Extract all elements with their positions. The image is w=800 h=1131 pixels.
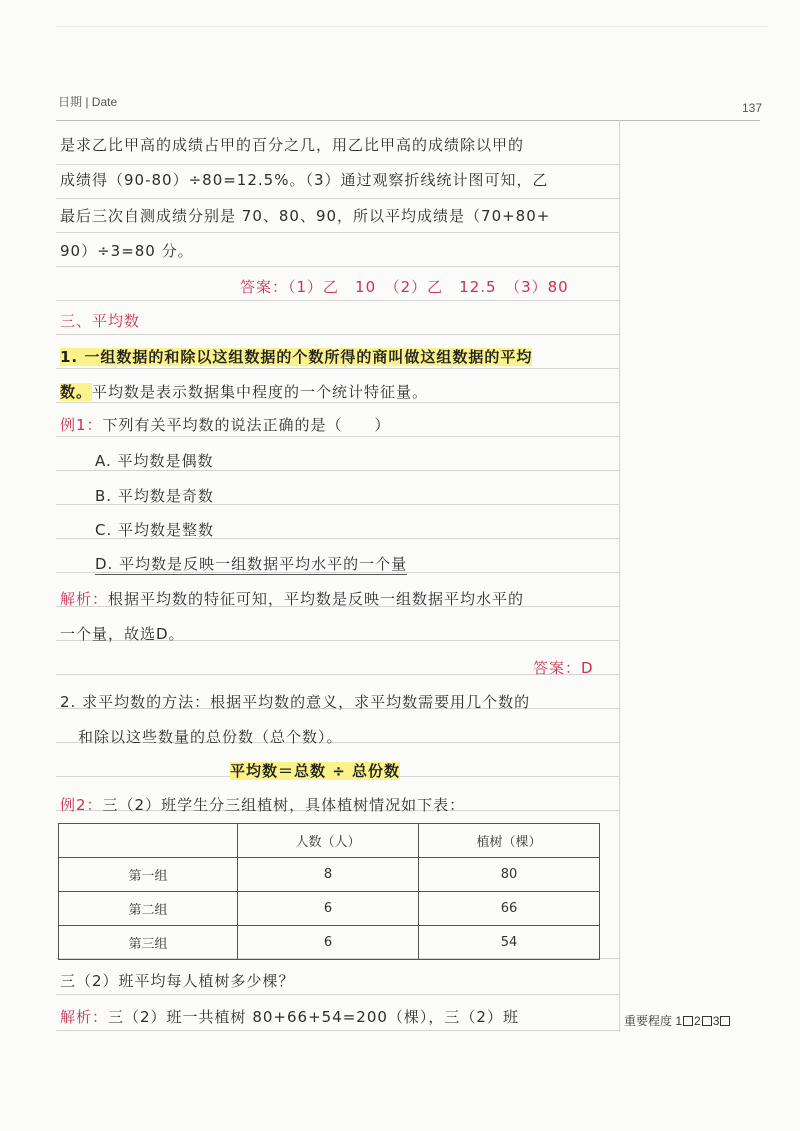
- formula: [230, 760, 400, 781]
- ruled-line: [56, 164, 620, 165]
- table-cell: 第三组: [59, 926, 238, 960]
- importance-level: 1: [675, 1014, 683, 1028]
- text-line: 成绩得（90-80）÷80=12.5%。（3）通过观察折线统计图可知，乙: [60, 171, 549, 189]
- importance-level: 3: [712, 1014, 720, 1028]
- answer-line: 答案：D: [533, 659, 594, 677]
- ruled-line: [56, 994, 620, 995]
- example-text: 下列有关平均数的说法正确的是（ ）: [102, 416, 391, 434]
- table-cell: 80: [419, 858, 600, 892]
- checkbox-icon[interactable]: [702, 1016, 712, 1026]
- table-cell: 54: [419, 926, 600, 960]
- highlighted-definition: 1. 一组数据的和除以这组数据的个数所得的商叫做这组数据的平均: [60, 348, 533, 366]
- ruled-line: [56, 368, 620, 369]
- analysis-label: 解析：: [60, 1008, 109, 1026]
- example-label: 例2：: [60, 796, 103, 814]
- analysis-1-cont: 一个量，故选D。: [60, 625, 185, 643]
- section-title: 三、平均数: [60, 312, 141, 330]
- header-rule: [56, 120, 760, 121]
- example-1: [60, 414, 391, 435]
- importance-label: 重要程度: [624, 1014, 673, 1028]
- text-line: 最后三次自测成绩分别是 70、80、90，所以平均成绩是（70+80+: [60, 207, 551, 225]
- ruled-line: [56, 334, 620, 335]
- ruled-line: [56, 266, 620, 267]
- option-a: A. 平均数是偶数: [95, 452, 214, 470]
- highlighted-definition: 数。: [60, 383, 93, 401]
- table-header: 人数（人）: [238, 824, 419, 858]
- text-line: 90）÷3=80 分。: [60, 242, 194, 260]
- definition-line: [60, 381, 428, 402]
- ruled-line: [56, 300, 620, 301]
- example-2: [60, 794, 465, 815]
- planting-table: [58, 823, 600, 960]
- ruled-line: [56, 1030, 620, 1031]
- table-cell: 第二组: [59, 892, 238, 926]
- ruled-line: [56, 232, 620, 233]
- example-label: 例1：: [60, 416, 103, 434]
- table-cell: 6: [238, 892, 419, 926]
- ruled-line: [56, 198, 620, 199]
- ruled-line: [56, 436, 620, 437]
- definition-text: 平均数是表示数据集中程度的一个统计特征量。: [92, 383, 429, 401]
- analysis-text: 三（2）班一共植树 80+66+54=200（棵），三（2）班: [108, 1008, 519, 1026]
- option-d-text: D. 平均数是反映一组数据平均水平的一个量: [95, 555, 408, 573]
- date-label: 日期 | Date: [58, 95, 118, 109]
- table-header: [59, 824, 238, 858]
- page-number: 137: [741, 101, 762, 115]
- question-line: 三（2）班平均每人植树多少棵？: [60, 972, 295, 990]
- example-text: 三（2）班学生分三组植树，具体植树情况如下表：: [102, 796, 466, 814]
- method-line: 2. 求平均数的方法：根据平均数的意义，求平均数需要用几个数的: [60, 693, 531, 711]
- table-row: [59, 926, 600, 960]
- table-cell: 6: [238, 926, 419, 960]
- method-line: 和除以这些数量的总份数（总个数）。: [78, 728, 343, 746]
- ruled-line: [56, 402, 620, 403]
- table-cell: 66: [419, 892, 600, 926]
- checkbox-icon[interactable]: [683, 1016, 693, 1026]
- table-header: 植树（棵）: [419, 824, 600, 858]
- checkbox-icon[interactable]: [720, 1016, 730, 1026]
- importance-level: 2: [694, 1014, 701, 1028]
- table-header-row: [59, 824, 600, 858]
- margin-line: [619, 120, 620, 1032]
- page-header: [58, 93, 762, 113]
- option-d: [95, 553, 407, 574]
- table-cell: 8: [238, 858, 419, 892]
- table-row: [59, 892, 600, 926]
- text-line: 是求乙比甲高的成绩占甲的百分之几，用乙比甲高的成绩除以甲的: [60, 136, 525, 154]
- analysis-label: 解析：: [60, 590, 109, 608]
- definition-line: [60, 346, 532, 367]
- analysis-1: [60, 588, 524, 609]
- top-edge: [56, 26, 768, 27]
- analysis-2: [60, 1006, 519, 1027]
- table-cell: 第一组: [59, 858, 238, 892]
- option-c: C. 平均数是整数: [95, 521, 215, 539]
- importance-rating: [624, 1012, 731, 1029]
- formula-text: 平均数＝总数 ÷ 总份数: [230, 762, 401, 780]
- option-b: B. 平均数是奇数: [95, 487, 214, 505]
- analysis-text: 根据平均数的特征可知，平均数是反映一组数据平均水平的: [108, 590, 525, 608]
- answer-line: 答案：（1）乙 10 （2）乙 12.5 （3）80: [240, 278, 569, 296]
- table-row: [59, 858, 600, 892]
